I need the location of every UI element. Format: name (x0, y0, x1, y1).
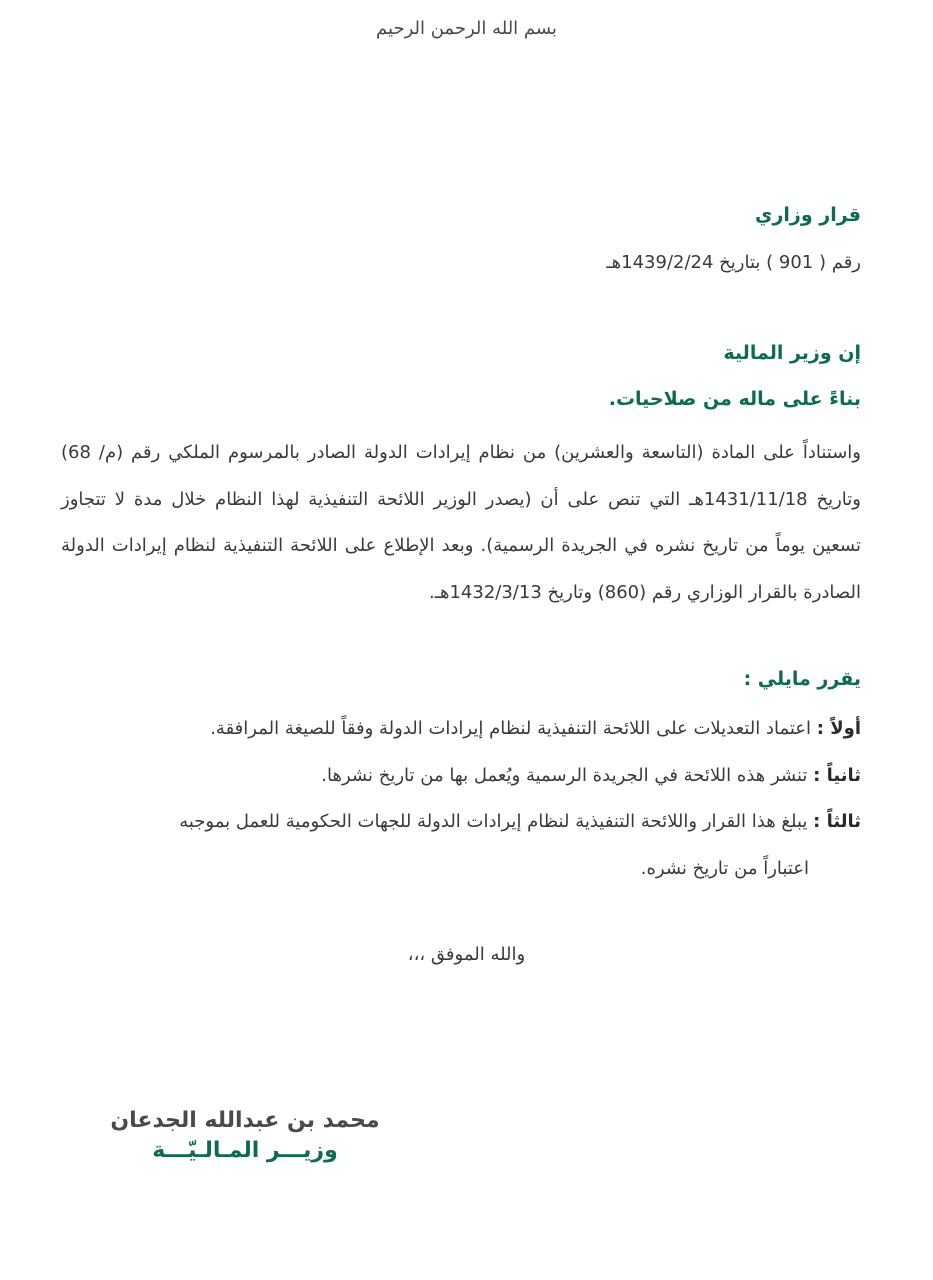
resolution-items (61, 706, 861, 892)
preamble-paragraph: واستناداً على المادة (التاسعة والعشرين) من نظام إيرادات الدولة الصادر بالمرسوم الملكي رقم (م/ 68) وتاريخ 1431/11/18هـ التي تنص على أن (يصدر الوزير اللائحة التنفيذية لهذا النظام خلال مدة لا تتجاوز تسعين يوماً من تاريخ نشره في الجريدة الرسمية). وبعد الإطلاع على اللائحة التنفيذية لنظام إيرادات الدولة الصادرة بالقرار الوزاري رقم (860) وتاريخ 1432/3/13هـ. (61, 442, 861, 603)
item-text: يبلغ هذا القرار واللائحة التنفيذية لنظام إيرادات الدولة للجهات الحكومية للعمل بموجبه (179, 811, 814, 832)
resolution-heading: يقرر مايلي : (743, 668, 861, 690)
signature-block (100, 1106, 390, 1166)
item-text: تنشر هذه اللائحة في الجريدة الرسمية ويُعمل بها من تاريخ نشرها. (321, 764, 814, 786)
item-label: أولاً : (816, 718, 861, 739)
decision-number: رقم ( 901 ) بتاريخ 1439/2/24هـ (606, 252, 861, 273)
signatory-name: محمد بن عبدالله الجدعان (110, 1108, 380, 1133)
item-text: اعتماد التعديلات على اللائحة التنفيذية لنظام إيرادات الدولة وفقاً للصيغة المرافقة. (210, 718, 817, 739)
resolution-item (61, 706, 861, 753)
closing-phrase: والله الموفق ،،، (407, 944, 526, 965)
signatory-title: وزيـــر المـالـيّـــة (152, 1138, 338, 1163)
item-label: ثانياً : (813, 764, 861, 786)
item-continuation: اعتباراً من تاريخ نشره. (640, 857, 809, 879)
authority-line: بناءً على ماله من صلاحيات. (608, 388, 861, 410)
item-label: ثالثاً : (813, 811, 861, 832)
resolution-item (61, 799, 861, 846)
resolution-item (61, 753, 861, 800)
minister-heading: إن وزير المالية (723, 342, 861, 364)
basmala: بسم الله الرحمن الرحيم (376, 18, 557, 39)
decision-title: قرار وزاري (755, 204, 861, 226)
